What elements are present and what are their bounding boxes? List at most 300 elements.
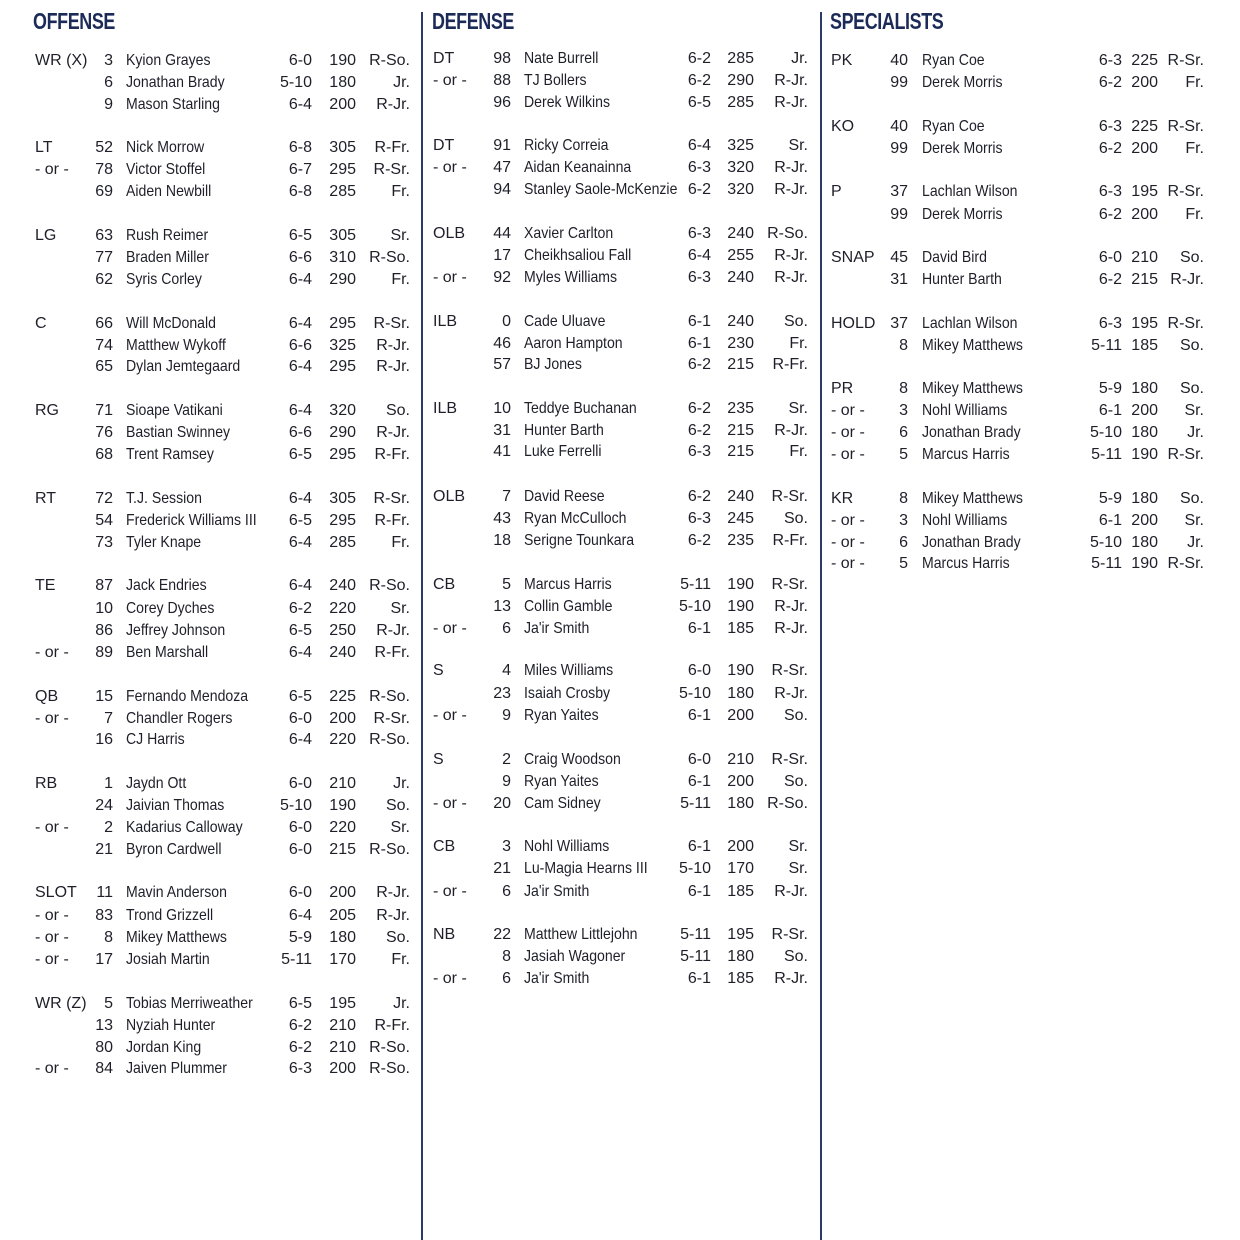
player-height: 5-11 (1091, 337, 1122, 354)
position-label: - or - (433, 795, 467, 812)
player-class: Jr. (1187, 534, 1204, 551)
roster-row (822, 335, 1240, 357)
player-height: 6-3 (1098, 118, 1122, 135)
roster-row (0, 598, 420, 620)
player-height: 5-10 (279, 797, 312, 814)
roster-row (423, 354, 819, 376)
roster-row (822, 313, 1240, 335)
jersey-number: 94 (493, 181, 511, 198)
jersey-number: 86 (95, 622, 113, 639)
player-name: Jeffrey Johnson (126, 622, 226, 639)
player-class: R-Jr. (376, 96, 410, 113)
roster-row (423, 683, 819, 705)
player-height: 6-0 (687, 751, 711, 768)
player-class: R-Jr. (1170, 271, 1204, 288)
player-weight: 325 (727, 137, 754, 154)
player-height: 6-2 (687, 488, 711, 505)
player-height: 6-4 (288, 907, 312, 924)
player-name: Trent Ramsey (126, 446, 214, 463)
roster-row (423, 508, 819, 530)
jersey-number: 8 (104, 929, 113, 946)
player-height: 6-3 (687, 159, 711, 176)
jersey-number: 46 (493, 335, 511, 352)
player-weight: 180 (1131, 424, 1158, 441)
jersey-number: 66 (95, 315, 113, 332)
position-label: OLB (433, 488, 466, 505)
player-name: Fernando Mendoza (126, 688, 249, 705)
player-class: R-Sr. (771, 576, 808, 593)
player-class: R-Sr. (1167, 315, 1204, 332)
player-class: R-Jr. (376, 884, 410, 901)
player-height: 6-2 (687, 532, 711, 549)
player-class: R-Fr. (374, 446, 410, 463)
position-label: OLB (433, 225, 466, 242)
jersey-number: 5 (899, 446, 908, 463)
player-class: So. (783, 510, 808, 527)
player-class: Sr. (788, 137, 808, 154)
player-class: R-Fr. (374, 1017, 410, 1034)
player-class: So. (1179, 490, 1204, 507)
player-height: 6-8 (288, 139, 312, 156)
player-weight: 180 (727, 685, 754, 702)
player-weight: 185 (727, 883, 754, 900)
player-weight: 240 (727, 225, 754, 242)
player-weight: 200 (329, 884, 356, 901)
offense-header: OFFENSE (33, 8, 115, 34)
player-name: Derek Morris (922, 140, 1003, 157)
jersey-number: 99 (890, 140, 908, 157)
player-height: 6-5 (288, 622, 312, 639)
roster-row (423, 881, 819, 903)
player-name: Serigne Tounkara (524, 532, 635, 549)
player-weight: 305 (329, 490, 356, 507)
player-class: Sr. (390, 819, 410, 836)
roster-row (0, 94, 420, 116)
player-weight: 190 (329, 797, 356, 814)
player-weight: 285 (727, 50, 754, 67)
roster-row (423, 245, 819, 267)
player-weight: 180 (329, 929, 356, 946)
roster-row (822, 400, 1240, 422)
player-name: Matthew Wykoff (126, 337, 226, 354)
jersey-number: 62 (95, 271, 113, 288)
player-class: R-Sr. (771, 488, 808, 505)
player-class: So. (1179, 249, 1204, 266)
position-label: RG (35, 402, 59, 419)
player-class: R-Sr. (1167, 118, 1204, 135)
jersey-number: 11 (96, 884, 113, 901)
position-label: - or - (35, 1060, 69, 1077)
player-class: So. (783, 948, 808, 965)
player-height: 5-9 (288, 929, 312, 946)
jersey-number: 10 (95, 600, 113, 617)
position-label: - or - (433, 72, 467, 89)
player-height: 6-3 (687, 443, 711, 460)
position-label: DT (433, 50, 455, 67)
roster-row (822, 138, 1240, 160)
player-name: Byron Cardwell (126, 841, 222, 858)
player-class: Jr. (791, 50, 808, 67)
player-height: 6-2 (1098, 271, 1122, 288)
jersey-number: 47 (493, 159, 511, 176)
player-class: Fr. (391, 534, 410, 551)
player-name: Jordan King (126, 1039, 202, 1056)
player-height: 6-2 (687, 72, 711, 89)
player-height: 6-5 (288, 446, 312, 463)
roster-row (0, 708, 420, 730)
player-class: R-Fr. (374, 644, 410, 661)
roster-row (0, 905, 420, 927)
player-class: R-So. (369, 249, 410, 266)
player-class: R-Jr. (376, 622, 410, 639)
player-height: 6-0 (288, 819, 312, 836)
player-height: 6-3 (1098, 52, 1122, 69)
position-label: WR (Z) (35, 995, 87, 1012)
player-weight: 305 (329, 139, 356, 156)
roster-row (423, 135, 819, 157)
position-label: TE (35, 577, 56, 594)
player-class: R-Jr. (774, 883, 808, 900)
player-class: R-Sr. (373, 315, 410, 332)
position-label: KO (831, 118, 855, 135)
player-height: 6-4 (288, 96, 312, 113)
position-label: - or - (433, 707, 467, 724)
position-label: LG (35, 227, 57, 244)
player-height: 6-0 (288, 841, 312, 858)
player-height: 5-9 (1098, 490, 1122, 507)
jersey-number: 45 (890, 249, 908, 266)
player-height: 6-0 (1098, 249, 1122, 266)
position-label: - or - (433, 159, 467, 176)
roster-row (822, 204, 1240, 226)
player-name: Mikey Matthews (922, 490, 1023, 507)
jersey-number: 8 (899, 490, 908, 507)
player-weight: 220 (329, 731, 356, 748)
jersey-number: 99 (890, 206, 908, 223)
player-name: Frederick Williams III (126, 512, 257, 529)
roster-row (0, 444, 420, 466)
player-weight: 295 (329, 315, 356, 332)
player-weight: 210 (329, 1039, 356, 1056)
player-class: R-So. (369, 688, 410, 705)
player-height: 6-4 (687, 137, 711, 154)
player-weight: 190 (727, 598, 754, 615)
player-height: 5-10 (1089, 534, 1122, 551)
player-name: Bastian Swinney (126, 424, 231, 441)
position-label: LT (35, 139, 53, 156)
roster-row (423, 157, 819, 179)
jersey-number: 87 (95, 577, 113, 594)
player-class: R-So. (369, 1039, 410, 1056)
player-height: 6-1 (687, 313, 711, 330)
roster-row (0, 773, 420, 795)
player-weight: 195 (1131, 183, 1158, 200)
player-weight: 325 (329, 337, 356, 354)
player-name: CJ Harris (126, 731, 185, 748)
player-weight: 200 (727, 773, 754, 790)
jersey-number: 78 (95, 161, 113, 178)
player-height: 6-4 (687, 247, 711, 264)
player-height: 6-2 (687, 181, 711, 198)
player-height: 6-5 (288, 512, 312, 529)
player-name: Mikey Matthews (922, 380, 1023, 397)
jersey-number: 22 (493, 926, 511, 943)
player-class: So. (1179, 337, 1204, 354)
roster-row (423, 749, 819, 771)
jersey-number: 68 (95, 446, 113, 463)
player-class: R-Jr. (376, 907, 410, 924)
jersey-number: 7 (502, 488, 511, 505)
player-height: 6-1 (687, 773, 711, 790)
jersey-number: 6 (502, 970, 511, 987)
jersey-number: 1 (104, 775, 113, 792)
position-label: KR (831, 490, 854, 507)
defense-header: DEFENSE (432, 8, 515, 34)
jersey-number: 9 (104, 96, 113, 113)
player-weight: 200 (1131, 74, 1158, 91)
player-name: Lachlan Wilson (922, 183, 1018, 200)
player-weight: 200 (1131, 402, 1158, 419)
roster-row (423, 618, 819, 640)
roster-row (423, 836, 819, 858)
player-class: So. (385, 929, 410, 946)
player-height: 6-4 (288, 534, 312, 551)
player-height: 6-4 (288, 315, 312, 332)
player-weight: 210 (329, 1017, 356, 1034)
player-weight: 240 (727, 269, 754, 286)
player-height: 6-6 (288, 337, 312, 354)
jersey-number: 31 (890, 271, 908, 288)
player-height: 6-4 (288, 402, 312, 419)
player-weight: 215 (727, 422, 754, 439)
player-class: Sr. (788, 400, 808, 417)
roster-row (0, 729, 420, 751)
player-name: Ryan Coe (922, 118, 985, 135)
player-weight: 185 (1131, 337, 1158, 354)
player-name: Ja'ir Smith (524, 620, 590, 637)
player-class: R-Sr. (373, 710, 410, 727)
roster-row (423, 771, 819, 793)
player-class: Fr. (391, 271, 410, 288)
player-class: R-So. (369, 731, 410, 748)
player-class: R-Sr. (373, 490, 410, 507)
player-height: 5-10 (279, 74, 312, 91)
player-class: R-So. (369, 1060, 410, 1077)
player-name: Jonathan Brady (922, 424, 1021, 441)
jersey-number: 0 (502, 313, 511, 330)
player-weight: 240 (727, 313, 754, 330)
player-class: Fr. (789, 335, 808, 352)
player-weight: 170 (727, 860, 754, 877)
player-height: 6-2 (288, 1039, 312, 1056)
player-class: R-Jr. (774, 620, 808, 637)
roster-row (423, 420, 819, 442)
roster-row (0, 400, 420, 422)
player-class: R-Sr. (1167, 446, 1204, 463)
player-class: R-So. (369, 577, 410, 594)
jersey-number: 2 (502, 751, 511, 768)
roster-row (0, 72, 420, 94)
player-class: Jr. (1187, 424, 1204, 441)
player-height: 6-3 (1098, 315, 1122, 332)
player-height: 6-6 (288, 249, 312, 266)
player-name: Lu-Magia Hearns III (524, 860, 648, 877)
position-label: - or - (35, 819, 69, 836)
player-name: Derek Wilkins (524, 94, 611, 111)
player-class: So. (783, 707, 808, 724)
roster-row (0, 269, 420, 291)
player-name: Corey Dyches (126, 600, 215, 617)
jersey-number: 8 (899, 380, 908, 397)
player-class: Jr. (393, 775, 410, 792)
roster-row (822, 247, 1240, 269)
player-name: Will McDonald (126, 315, 216, 332)
jersey-number: 20 (493, 795, 511, 812)
player-class: R-Jr. (774, 159, 808, 176)
player-weight: 305 (329, 227, 356, 244)
jersey-number: 5 (899, 555, 908, 572)
position-label: DT (433, 137, 455, 154)
player-weight: 225 (1131, 118, 1158, 135)
roster-row (423, 441, 819, 463)
roster-row (0, 993, 420, 1015)
jersey-number: 89 (95, 644, 113, 661)
jersey-number: 40 (890, 118, 908, 135)
player-class: So. (783, 313, 808, 330)
player-class: Fr. (789, 443, 808, 460)
jersey-number: 21 (493, 860, 511, 877)
player-class: R-Jr. (774, 94, 808, 111)
player-class: R-Jr. (774, 685, 808, 702)
jersey-number: 31 (493, 422, 511, 439)
player-weight: 320 (727, 159, 754, 176)
roster-row (423, 530, 819, 552)
defense-column (423, 0, 819, 1240)
position-label: - or - (433, 269, 467, 286)
player-height: 6-3 (288, 1060, 312, 1077)
player-class: R-Jr. (774, 72, 808, 89)
player-name: Nate Burrell (524, 50, 599, 67)
player-height: 6-2 (687, 400, 711, 417)
player-name: Jonathan Brady (922, 534, 1021, 551)
specialists-header: SPECIALISTS (830, 8, 944, 34)
player-name: Trond Grizzell (126, 907, 214, 924)
position-label: - or - (433, 620, 467, 637)
jersey-number: 6 (899, 424, 908, 441)
player-name: Nohl Williams (922, 512, 1008, 529)
player-name: Lachlan Wilson (922, 315, 1018, 332)
position-label: S (433, 662, 444, 679)
jersey-number: 65 (95, 358, 113, 375)
player-class: So. (385, 797, 410, 814)
player-class: Sr. (1184, 512, 1204, 529)
player-name: Matthew Littlejohn (524, 926, 638, 943)
roster-row (0, 927, 420, 949)
roster-row (0, 1037, 420, 1059)
player-name: Marcus Harris (524, 576, 612, 593)
player-weight: 295 (329, 446, 356, 463)
player-weight: 240 (329, 644, 356, 661)
player-class: So. (385, 402, 410, 419)
player-name: T.J. Session (126, 490, 202, 507)
jersey-number: 23 (493, 685, 511, 702)
player-weight: 210 (329, 775, 356, 792)
roster-row (423, 858, 819, 880)
player-weight: 290 (727, 72, 754, 89)
player-class: So. (783, 773, 808, 790)
player-weight: 195 (1131, 315, 1158, 332)
jersey-number: 72 (95, 490, 113, 507)
player-weight: 235 (727, 400, 754, 417)
player-name: Ryan McCulloch (524, 510, 627, 527)
player-weight: 290 (329, 271, 356, 288)
roster-row (822, 422, 1240, 444)
jersey-number: 69 (95, 183, 113, 200)
player-weight: 285 (727, 94, 754, 111)
player-class: R-So. (369, 841, 410, 858)
player-weight: 210 (1131, 249, 1158, 266)
player-weight: 185 (727, 620, 754, 637)
player-weight: 285 (329, 534, 356, 551)
player-height: 6-5 (288, 995, 312, 1012)
roster-row (822, 116, 1240, 138)
jersey-number: 6 (899, 534, 908, 551)
player-weight: 255 (727, 247, 754, 264)
player-weight: 215 (329, 841, 356, 858)
roster-row (0, 1058, 420, 1080)
roster-row (0, 817, 420, 839)
roster-row (0, 686, 420, 708)
player-height: 6-2 (288, 1017, 312, 1034)
player-height: 5-10 (678, 598, 711, 615)
roster-row (0, 575, 420, 597)
player-class: Jr. (393, 74, 410, 91)
player-name: Mason Starling (126, 96, 220, 113)
roster-row (0, 1015, 420, 1037)
player-weight: 190 (329, 52, 356, 69)
roster-row (0, 356, 420, 378)
jersey-number: 3 (899, 512, 908, 529)
player-class: R-Jr. (774, 269, 808, 286)
position-label: SLOT (35, 884, 77, 901)
player-class: So. (1179, 380, 1204, 397)
player-class: Sr. (788, 838, 808, 855)
player-class: R-Jr. (774, 598, 808, 615)
jersey-number: 88 (493, 72, 511, 89)
player-weight: 200 (1131, 206, 1158, 223)
player-class: R-Sr. (1167, 52, 1204, 69)
player-height: 6-1 (687, 883, 711, 900)
player-height: 5-11 (680, 948, 711, 965)
player-height: 6-3 (687, 269, 711, 286)
jersey-number: 6 (104, 74, 113, 91)
player-weight: 180 (727, 948, 754, 965)
player-name: Luke Ferrelli (524, 443, 602, 460)
player-weight: 310 (329, 249, 356, 266)
roster-row (0, 795, 420, 817)
player-name: Marcus Harris (922, 446, 1010, 463)
player-name: Kadarius Calloway (126, 819, 243, 836)
jersey-number: 9 (502, 707, 511, 724)
roster-row (0, 882, 420, 904)
roster-row (822, 444, 1240, 466)
player-height: 6-3 (1098, 183, 1122, 200)
jersey-number: 15 (95, 688, 113, 705)
player-class: R-Jr. (774, 422, 808, 439)
position-label: - or - (35, 644, 69, 661)
jersey-number: 76 (95, 424, 113, 441)
player-class: Sr. (390, 227, 410, 244)
